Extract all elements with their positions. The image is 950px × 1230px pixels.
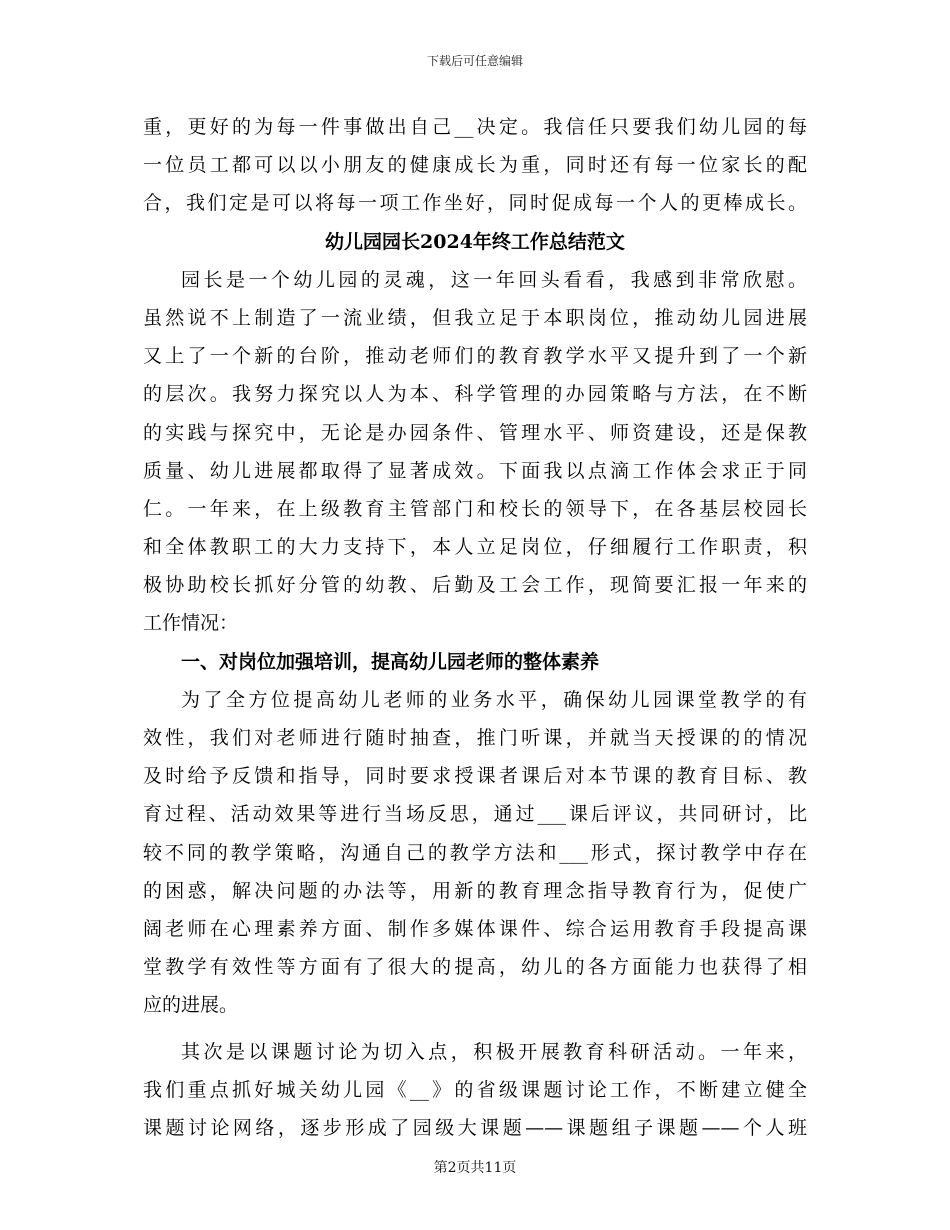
text-line: 效性，我们对老师进行随时抽查，推门听课，并就当天授课的的情况 [143,727,807,749]
text-line: 应的进展。 [143,994,239,1017]
section-heading: 一、对岗位加强培训，提高幼儿园老师的整体素养 [181,650,600,673]
text-line: 工作情况： [143,612,239,635]
text-line: 园长是一个幼儿园的灵魂，这一年回头看看，我感到非常欣慰。 [181,268,807,291]
text-line: 质量、幼儿进展都取得了显著成效。下面我以点滴工作体会求正于同 [143,459,807,482]
text-line: 一位员工都可以以小朋友的健康成长为重，同时还有每一位家长的配 [143,154,807,177]
text-line: 的困惑，解决问题的办法等，用新的教育理念指导教育行为，促使广 [143,879,807,902]
paragraph-gap [143,1025,807,1033]
page-footer: 第2页共11页 [433,1160,517,1176]
text-line: 较不同的教学策略，沟通自己的教学方法和___形式，探讨教学中存在 [143,841,807,864]
text-line: 育过程、活动效果等进行当场反思，通过___课后评议，共同研讨，比 [143,803,807,826]
text-line: 又上了一个新的台阶，推动老师们的教育教学水平又提升到了一个新 [143,345,807,368]
text-line: 重，更好的为每一件事做出自己__决定。我信任只要我们幼儿园的每 [143,116,807,138]
document-title: 幼儿园园长2024年终工作总结范文 [325,230,625,253]
text-line: 阔老师在心理素养方面、制作多媒体课件、综合运用教育手段提高课 [143,917,807,940]
text-line: 极协助校长抓好分管的幼教、后勤及工会工作，现简要汇报一年来的 [143,574,807,597]
text-line: 合，我们定是可以将每一项工作坐好，同时促成每一个人的更棒成长。 [143,192,807,215]
text-line: 的层次。我努力探究以人为本、科学管理的办园策略与方法，在不断 [143,383,807,406]
text-line: 的实践与探究中，无论是办园条件、管理水平、师资建设，还是保教 [143,421,807,444]
text-line: 课题讨论网络，逐步形成了园级大课题——课题组子课题——个人班 [143,1116,807,1139]
text-line: 为了全方位提高幼儿老师的业务水平，确保幼儿园课堂教学的有 [181,688,807,711]
text-line: 堂教学有效性等方面有了很大的提高，幼儿的各方面能力也获得了相 [143,956,807,979]
text-line: 及时给予反馈和指导，同时要求授课者课后对本节课的教育目标、教 [143,765,807,788]
page-header: 下载后可任意编辑 [426,54,523,68]
text-line: 其次是以课题讨论为切入点，积极开展教育科研活动。一年来， [181,1040,807,1063]
text-line: 仁。一年来，在上级教育主管部门和校长的领导下，在各基层校园长 [143,497,807,520]
text-line: 虽然说不上制造了一流业绩，但我立足于本职岗位，推动幼儿园进展 [143,306,807,329]
text-line: 我们重点抓好城关幼儿园《__》的省级课题讨论工作，不断建立健全 [143,1078,807,1101]
document-body [143,108,807,1147]
text-line: 和全体教职工的大力支持下，本人立足岗位，仔细履行工作职责，积 [143,536,807,559]
